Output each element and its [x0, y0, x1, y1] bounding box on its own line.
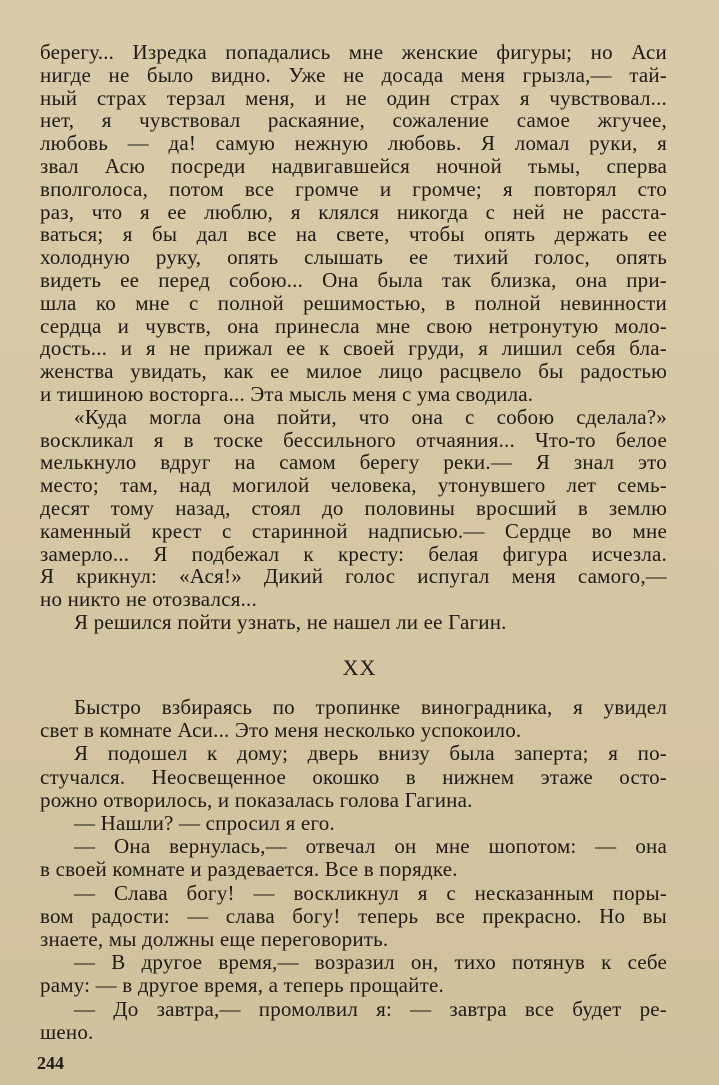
text-line: нет, я чувствовал раскаяние, сожаление самое жгучее,	[40, 108, 667, 133]
text-line: но никто не отозвался...	[40, 587, 257, 612]
text-line: «Куда могла она пойти, что она с собою сделала?»	[74, 404, 667, 429]
text-line: — Она вернулась,— отвечал он мне шопотом: — она	[74, 834, 667, 859]
page-number: 244	[37, 1053, 64, 1073]
text-line: шено.	[40, 1019, 94, 1044]
text-line: вполголоса, потом все громче и громче; я повторял сто	[40, 176, 667, 201]
text-line: раму: — в другое время, а теперь прощайте.	[40, 973, 444, 998]
text-line: ваться; я бы дал все на свете, чтобы опять держать ее	[40, 222, 667, 247]
text-line: — Нашли? — спросил я его.	[74, 811, 335, 835]
text-line: шла ко мне с полной решимостью, в полной невинности	[40, 290, 667, 315]
text-line: Я подошел к дому; дверь внизу была заперта; я по-	[74, 741, 667, 766]
text-line: раз, что я ее люблю, я клялся никогда с ней не расста-	[40, 199, 667, 224]
text-line: холодную руку, опять слышать ее тихий голос, опять	[40, 245, 667, 270]
text-line: любовь — да! самую нежную любовь. Я ломал руки, я	[40, 131, 667, 156]
text-line: видеть ее перед собою... Она была так близка, она при-	[40, 268, 667, 292]
text-line: звал Асю посреди надвигавшейся ночной тьмы, сперва	[40, 154, 667, 178]
text-line: мелькнуло вдруг на самом берегу реки.— Я знал это	[40, 450, 667, 475]
text-line: знаете, мы должны еще переговорить.	[40, 927, 389, 951]
text-line: сердца и чувств, она принесла мне свою нетронутую моло-	[40, 313, 667, 338]
text-line: женства увидать, как ее милое лицо расцвело бы радостью	[40, 359, 667, 384]
text-line: Быстро взбираясь по тропинке виноградника, я увидел	[74, 695, 667, 719]
text-line: и тишиною восторга... Эта мысль меня с ума сводила.	[40, 382, 534, 406]
chapter-heading: XX	[342, 655, 377, 680]
text-line: свет в комнате Аси... Это меня несколько успокоило.	[40, 718, 522, 743]
text-line: воскликал я в тоске бессильного отчаяния... Что-то белое	[40, 427, 667, 452]
text-line: — В другое время,— возразил он, тихо потянув к себе	[74, 950, 667, 975]
text-line: десят тому назад, стоял до половины вросший в землю	[40, 496, 667, 520]
text-line: в своей комнате и раздевается. Все в порядке.	[40, 857, 458, 882]
text-line: замерло... Я подбежал к кресту: белая фигура исчезла.	[40, 541, 667, 566]
text-line: ный страх терзал меня, и не один страх я чувствовал...	[40, 85, 667, 110]
text-line: — Слава богу! — воскликнул я с несказанным поры-	[74, 880, 667, 905]
text-line: нигде не было видно. Уже не досада меня грызла,— тай-	[40, 62, 667, 87]
text-line: вом радости: — слава богу! теперь все прекрасно. Но вы	[40, 903, 667, 928]
text-line: Я крикнул: «Ася!» Дикий голос испугал меня самого,—	[40, 564, 667, 589]
text-line: стучался. Неосвещенное окошко в нижнем этаже осто-	[40, 764, 667, 789]
text-line: Я решился пойти узнать, не нашел ли ее Гагин.	[74, 610, 507, 634]
text-line: рожно отворилось, и показалась голова Гагина.	[40, 787, 473, 812]
text-line: дость... и я не прижал ее к своей груди, я лишил себя бла-	[40, 336, 667, 361]
text-line: берегу... Изредка попадались мне женские фигуры; но Аси	[40, 40, 667, 64]
text-line: каменный крест с старинной надписью.— Сердце во мне	[40, 518, 667, 543]
text-line: — До завтра,— промолвил я: — завтра все будет ре-	[74, 996, 667, 1021]
text-line: место; там, над могилой человека, утонувшего лет семь-	[40, 473, 667, 498]
